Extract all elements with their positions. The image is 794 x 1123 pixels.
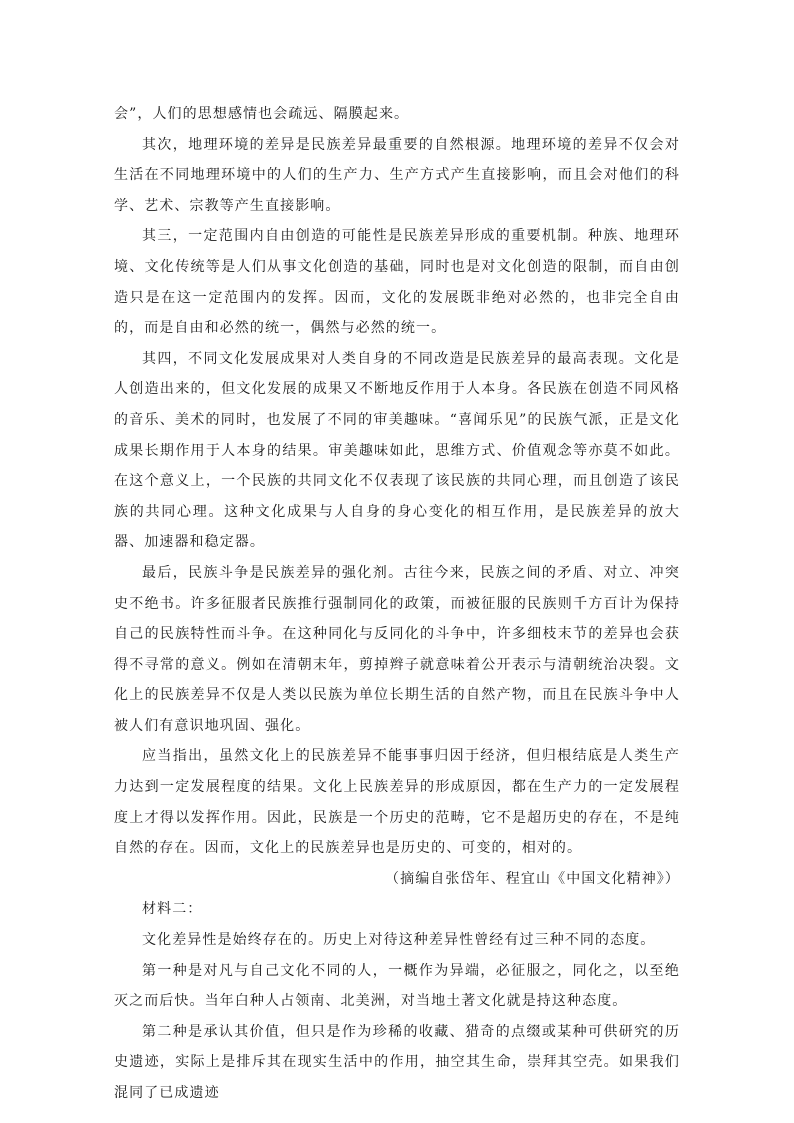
paragraph-conclusion: 应当指出，虽然文化上的民族差异不能事事归因于经济，但归根结底是人类生产力达到一定发展程度的结果。文化上民族差异的形成原因，都在生产力的一定发展程度上才得以发挥作用。因此，民族是一个历史的范畴，它不是超历史的存在，不是纯自然的存在。因而，文化上的民族差异也是历史的、可变的，相对的。 — [114, 748, 680, 857]
paragraph-fourth-reason: 其四，不同文化发展成果对人类自身的不同改造是民族差异的最高表现。文化是人创造出来的，但文化发展的成果又不断地反作用于人本身。各民族在创造不同风格的音乐、美术的同时，也发展了不同的审美趣味。“喜闻乐见”的民族气派，正是文化成果长期作用于人本身的结果。审美趣味如此，思维方式、价值观念等亦莫不如此。在这个意义上，一个民族的共同文化不仅表现了该民族的共同心理，而且创造了该民族的共同心理。这种文化成果与人自身的身心变化的相互作用，是民族差异的放大器、加速器和稳定器。 — [114, 350, 680, 551]
source-citation: （摘编自张岱年、程宜山《中国文化精神》） — [385, 870, 680, 887]
material-two-heading: 材料二： — [142, 901, 203, 918]
paragraph-first-attitude: 第一种是对凡与自己文化不同的人，一概作为异端，必征服之，同化之，以至绝灭之而后快。当年白种人占领南、北美洲，对当地土著文化就是持这种态度。 — [114, 962, 680, 1010]
document-body — [114, 99, 680, 1109]
paragraph-final-reason: 最后，民族斗争是民族差异的强化剂。古往今来，民族之间的矛盾、对立、冲突史不绝书。许多征服者民族推行强制同化的政策，而被征服的民族则千方百计为保持自己的民族特性而斗争。在这种同化与反同化的斗争中，许多细枝末节的差异也会获得不寻常的意义。例如在清朝末年，剪掉辫子就意味着公开表示与清朝统治决裂。文化上的民族差异不仅是人类以民族为单位长期生活的自然产物，而且在民族斗争中人被人们有意识地巩固、强化。 — [114, 564, 680, 734]
paragraph-continuation: 会”，人们的思想感情也会疏远、隔膜起来。 — [114, 106, 410, 122]
paragraph-second-reason: 其次，地理环境的差异是民族差异最重要的自然根源。地理环境的差异不仅会对生活在不同地理环境中的人们的生产力、生产方式产生直接影响，而且会对他们的科学、艺术、宗教等产生直接影响。 — [114, 136, 680, 214]
paragraph-material-two-intro: 文化差异性是始终存在的。历史上对待这种差异性曾经有过三种不同的态度。 — [142, 932, 656, 949]
paragraph-third-reason: 其三，一定范围内自由创造的可能性是民族差异形成的重要机制。种族、地理环境、文化传统等是人们从事文化创造的基础，同时也是对文化创造的限制，而自由创造只是在这一定范围内的发挥。因而，文化的发展既非绝对必然的，也非完全自由的，而是自由和必然的统一，偶然与必然的统一。 — [114, 228, 680, 337]
paragraph-second-attitude: 第二种是承认其价值，但只是作为珍稀的收藏、猎奇的点缀或某种可供研究的历史遗迹，实际上是排斥其在现实生活中的作用，抽空其生命，崇拜其空壳。如果我们混同了已成遗迹 — [114, 1023, 680, 1101]
